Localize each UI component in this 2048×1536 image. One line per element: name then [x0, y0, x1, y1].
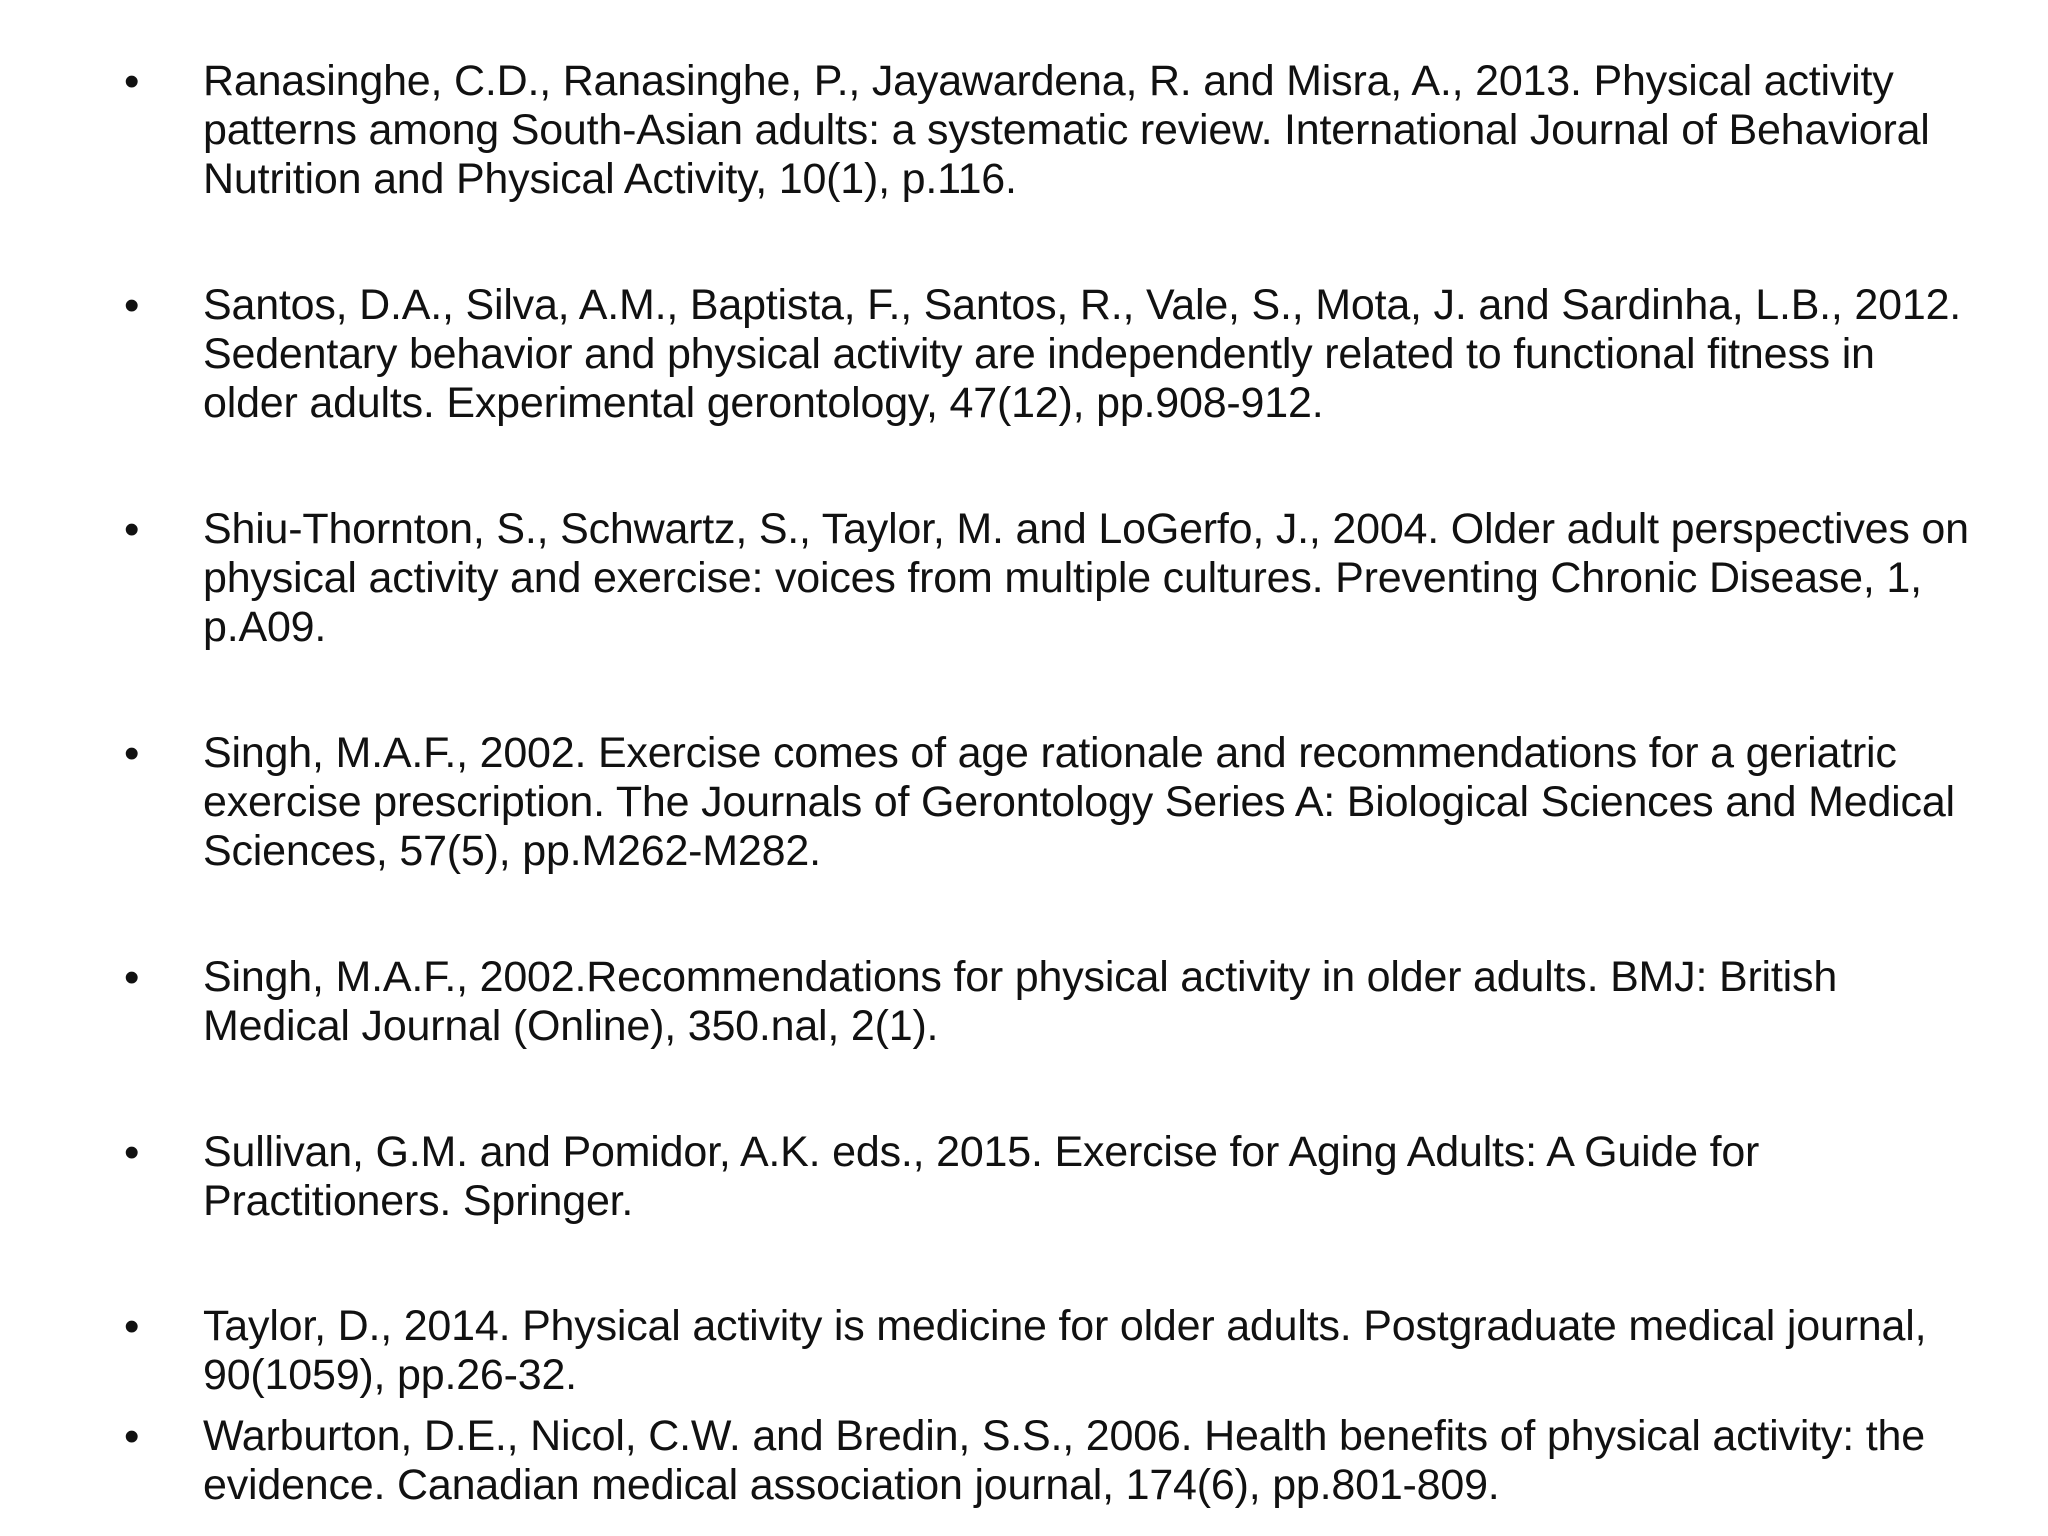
- reference-text: Singh, M.A.F., 2002. Exercise comes of age rationale and recommendations for a geriatric exercise prescription. The Journals of Gerontology Series A: Biological Sciences and Medical Sciences, 57(5), pp.M262-M282.: [203, 729, 1955, 875]
- reference-text: Warburton, D.E., Nicol, C.W. and Bredin, S.S., 2006. Health benefits of physical activity: the evidence. Canadian medical association journal, 174(6), pp.801-809.: [203, 1412, 1925, 1509]
- bullet-icon: •: [124, 1128, 140, 1177]
- bullet-icon: •: [124, 1412, 140, 1461]
- bullet-icon: •: [124, 281, 140, 330]
- reference-text: Shiu-Thornton, S., Schwartz, S., Taylor, M. and LoGerfo, J., 2004. Older adult perspectives on physical activity and exercise: voices from multiple cultures. Preventing Chronic Disease, 1, p.A09.: [203, 505, 1969, 651]
- bullet-icon: •: [124, 729, 140, 778]
- bullet-icon: •: [124, 57, 140, 106]
- bullet-icon: •: [124, 505, 140, 554]
- reference-text: Santos, D.A., Silva, A.M., Baptista, F., Santos, R., Vale, S., Mota, J. and Sardinha, L.B., 2012. Sedentary behavior and physical activity are independently related to functional fitness in older adults. Experimental gerontology, 47(12), pp.908-912.: [203, 281, 1962, 427]
- reference-text: Ranasinghe, C.D., Ranasinghe, P., Jayawardena, R. and Misra, A., 2013. Physical activity patterns among South-Asian adults: a systematic review. International Journal of Behavioral Nutrition and Physical Activity, 10(1), p.116.: [203, 57, 1930, 203]
- reference-text: Taylor, D., 2014. Physical activity is medicine for older adults. Postgraduate medical journal, 90(1059), pp.26-32.: [203, 1302, 1927, 1399]
- reference-text: Sullivan, G.M. and Pomidor, A.K. eds., 2015. Exercise for Aging Adults: A Guide for Practitioners. Springer.: [203, 1128, 1760, 1225]
- bullet-icon: •: [124, 1302, 140, 1351]
- reference-text: Singh, M.A.F., 2002.Recommendations for physical activity in older adults. BMJ: British Medical Journal (Online), 350.nal, 2(1).: [203, 953, 1838, 1050]
- bullet-icon: •: [124, 953, 140, 1002]
